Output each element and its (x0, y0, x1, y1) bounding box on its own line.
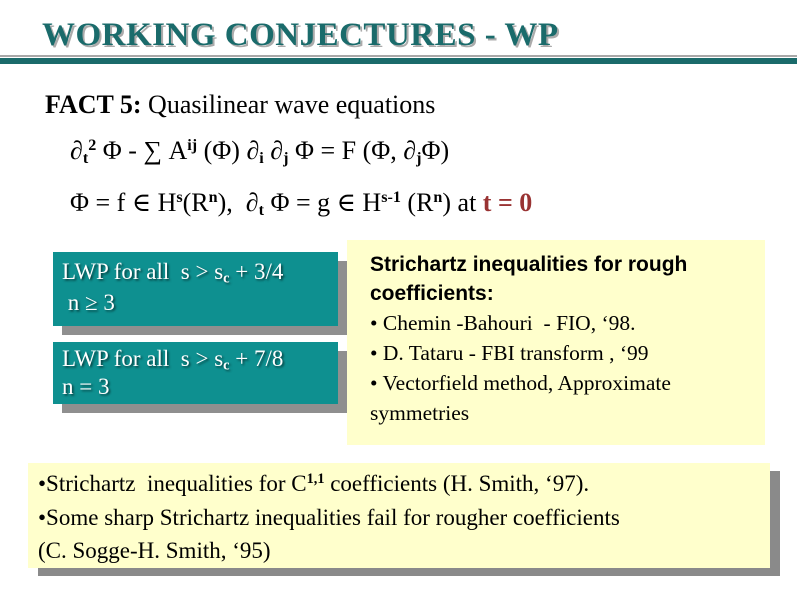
strichartz-bullet-vectorfield-wrap: symmetries (370, 401, 470, 425)
slide-title: WORKING CONJECTURES - WP (42, 17, 559, 53)
bottom-note-smith: •Strichartz inequalities for C$^{1,1}$ coefficients (H. Smith, ‘97). (38, 471, 590, 496)
strichartz-heading-line-1: Strichartz inequalities for rough (370, 253, 688, 276)
strichartz-heading-line-2: coefficients: (370, 282, 494, 305)
fact-text: Quasilinear wave equations (141, 90, 436, 119)
title-rule-highlight (0, 55, 797, 57)
strichartz-rough-panel (347, 240, 765, 445)
title-rule (0, 58, 797, 64)
lwp-box-n-ge-3: LWP for all $s > s_c + 3/4$ n ≥ 3 (53, 252, 338, 326)
bottom-note-sharp: •Some sharp Strichartz inequalities fail for rougher coefficients (38, 504, 620, 530)
strichartz-bullet-chemin: • Chemin -Bahouri - FIO, ‘98. (370, 311, 636, 335)
fact-label: FACT 5: (45, 90, 142, 119)
equation-initial-data: Φ = f ∈ $H^s(R^n)$, $\partial_t$ Φ = g ∈ $H^{s-1}$ $(R^n)$ at t = 0 (70, 188, 533, 220)
strichartz-bullet-vectorfield: • Vectorfield method, Approximate (370, 371, 671, 395)
fact-line (45, 90, 435, 120)
equation-quasilinear-wave: $\partial_t^2$ Φ - ∑ $A^{ij}$ (Φ) $\partial_i$ $\partial_j$ Φ = F (Φ, $\partial_j\Phi$) (70, 136, 450, 168)
bottom-notes-panel (28, 463, 770, 568)
bottom-note-citation: (C. Sogge-H. Smith, ‘95) (38, 538, 271, 563)
strichartz-bullet-tataru: • D. Tataru - FBI transform , ‘99 (370, 341, 649, 365)
lwp-box-n-eq-3: LWP for all $s > s_c + 7/8$ n = 3 (53, 342, 338, 404)
